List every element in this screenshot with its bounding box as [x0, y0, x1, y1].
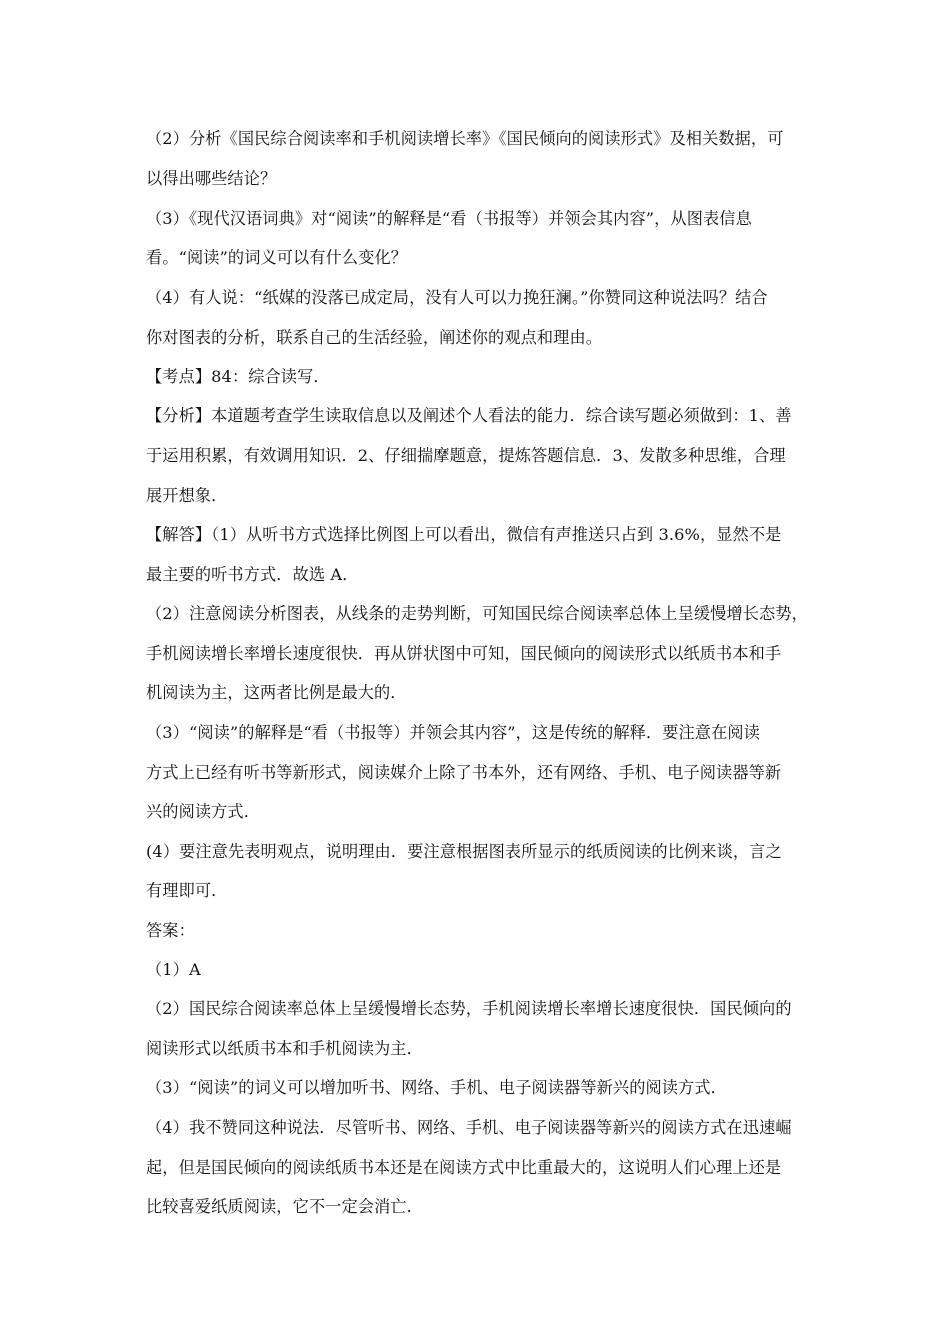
solution-2-line-1: （2）注意阅读分析图表，从线条的走势判断，可知国民综合阅读率总体上呈缓慢增长态势， [146, 604, 808, 623]
question-4-line-2: 你对图表的分析，联系自己的生活经验，阐述你的观点和理由。 [146, 328, 603, 347]
solution-3-line-3: 兴的阅读方式． [146, 802, 261, 821]
answer-heading: 答案： [146, 921, 195, 940]
solution-2-line-3: 机阅读为主，这两者比例是最大的． [146, 683, 407, 702]
solution-4-line-2: 有理即可． [146, 881, 228, 900]
solution-1-line-1: 【解答】（1）从听书方式选择比例图上可以看出，微信有声推送只占到 3.6%，显然不是 [146, 525, 782, 544]
solution-1-line-2: 最主要的听书方式．故选 A． [146, 565, 359, 584]
answer-2-line-2: 阅读形式以纸质书本和手机阅读为主． [146, 1039, 423, 1058]
solution-4-line-1: (4）要注意先表明观点，说明理由．要注意根据图表所显示的纸质阅读的比例来谈，言之 [146, 842, 782, 861]
analysis-line-2: 于运用积累，有效调用知识．2、仔细揣摩题意，提炼答题信息．3、发散多种思维，合理 [146, 446, 786, 465]
question-2-line-1: （2）分析《国民综合阅读率和手机阅读增长率》《国民倾向的阅读形式》及相关数据，可 [146, 129, 784, 148]
solution-3-line-1: （3）“阅读”的解释是“看（书报等）并领会其内容”，这是传统的解释．要注意在阅读 [146, 723, 760, 742]
answer-4-line-1: （4）我不赞同这种说法．尽管听书、网络、手机、电子阅读器等新兴的阅读方式在迅速崛 [146, 1118, 792, 1137]
kaodian-line: 【考点】84：综合读写． [146, 367, 330, 386]
answer-4-line-3: 比较喜爱纸质阅读，它不一定会消亡． [146, 1197, 423, 1216]
analysis-line-3: 展开想象． [146, 486, 228, 505]
answer-1-line: （1）A [146, 960, 201, 979]
answer-3-line: （3）“阅读”的词义可以增加听书、网络、手机、电子阅读器等新兴的阅读方式． [146, 1078, 727, 1097]
question-2-line-2: 以得出哪些结论？ [146, 169, 277, 188]
answer-4-line-2: 起，但是国民倾向的阅读纸质书本还是在阅读方式中比重最大的，这说明人们心理上还是 [146, 1158, 782, 1177]
question-4-line-1: （4）有人说：“纸媒的没落已成定局，没有人可以力挽狂澜。”你赞同这种说法吗？结合 [146, 288, 768, 307]
question-3-line-1: （3）《现代汉语词典》对“阅读”的解释是“看（书报等）并领会其内容”，从图表信息 [146, 209, 752, 228]
question-3-line-2: 看。“阅读”的词义可以有什么变化？ [146, 248, 408, 267]
answer-2-line-1: （2）国民综合阅读率总体上呈缓慢增长态势，手机阅读增长率增长速度很快．国民倾向的 [146, 999, 792, 1018]
solution-2-line-2: 手机阅读增长率增长速度很快．再从饼状图中可知，国民倾向的阅读形式以纸质书本和手 [146, 644, 782, 663]
solution-3-line-2: 方式上已经有听书等新形式，阅读媒介上除了书本外，还有网络、手机、电子阅读器等新 [146, 763, 782, 782]
analysis-line-1: 【分析】本道题考查学生读取信息以及阐述个人看法的能力．综合读写题必须做到：1、善 [146, 406, 792, 425]
